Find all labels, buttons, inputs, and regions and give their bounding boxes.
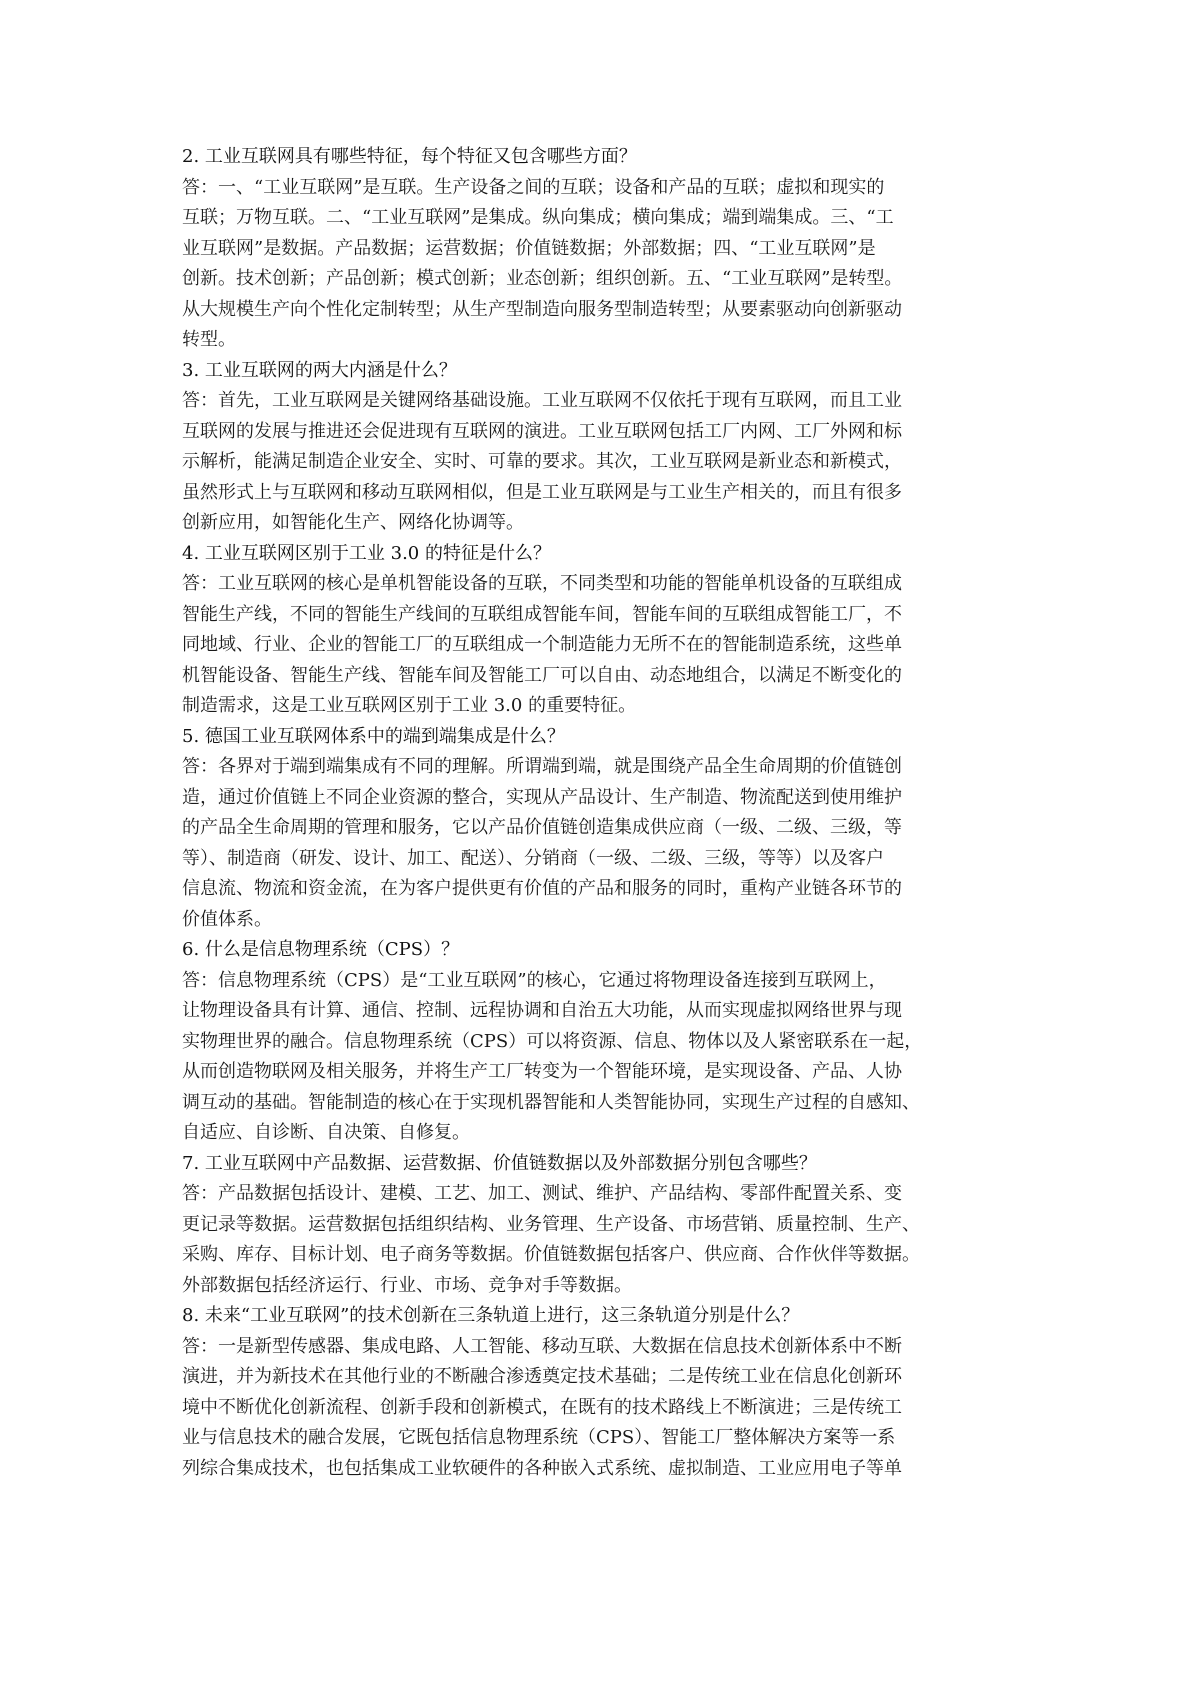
answer-line: 价值体系。: [182, 908, 272, 930]
answer-line: 创新。技术创新；产品创新；模式创新；业态创新；组织创新。五、“工业互联网”是转型。: [182, 268, 903, 289]
question-line: 4. 工业互联网区别于工业 3.0 的特征是什么？: [182, 542, 551, 564]
answer-line: 答：信息物理系统（CPS）是“工业互联网”的核心，它通过将物理设备连接到互联网上，: [182, 969, 887, 991]
question-line: 8. 未来“工业互联网”的技术创新在三条轨道上进行，这三条轨道分别是什么？: [182, 1305, 800, 1326]
answer-line: 业互联网”是数据。产品数据；运营数据；价值链数据；外部数据；四、“工业互联网”是: [182, 237, 876, 259]
answer-line: 列综合集成技术，也包括集成工业软硬件的各种嵌入式系统、虚拟制造、工业应用电子等单: [182, 1457, 902, 1479]
answer-line: 让物理设备具有计算、通信、控制、远程协调和自治五大功能，从而实现虚拟网络世界与现: [182, 1000, 902, 1021]
answer-line: 业与信息技术的融合发展，它既包括信息物理系统（CPS）、智能工厂整体解决方案等一系: [182, 1427, 896, 1448]
answer-line: 互联网的发展与推进还会促进现有互联网的演进。工业互联网包括工厂内网、工厂外网和标: [182, 420, 902, 442]
answer-line: 转型。: [182, 329, 236, 350]
answer-line: 从大规模生产向个性化定制转型；从生产型制造向服务型制造转型；从要素驱动向创新驱动: [182, 298, 902, 320]
answer-line: 示解析，能满足制造企业安全、实时、可靠的要求。其次，工业互联网是新业态和新模式，: [182, 451, 902, 472]
answer-line: 等）、制造商（研发、设计、加工、配送）、分销商（一级、二级、三级，等等）以及客户: [182, 847, 884, 869]
answer-line: 同地域、行业、企业的智能工厂的互联组成一个制造能力无所不在的智能制造系统，这些单: [182, 634, 902, 655]
document-page: [182, 142, 1020, 1484]
answer-line: 演进，并为新技术在其他行业的不断融合渗透奠定技术基础；二是传统工业在信息化创新环: [182, 1366, 902, 1387]
answer-line: 外部数据包括经济运行、行业、市场、竞争对手等数据。: [182, 1274, 632, 1296]
answer-line: 互联；万物互联。二、“工业互联网”是集成。纵向集成；横向集成；端到端集成。三、“工: [182, 207, 894, 228]
answer-line: 的产品全生命周期的管理和服务，它以产品价值链创造集成供应商（一级、二级、三级，等: [182, 817, 902, 838]
answer-line: 境中不断优化创新流程、创新手段和创新模式，在既有的技术路线上不断演进；三是传统工: [182, 1396, 902, 1418]
question-line: 6. 什么是信息物理系统（CPS）？: [182, 939, 460, 960]
answer-line: 自适应、自诊断、自决策、自修复。: [182, 1122, 470, 1143]
question-line: 3. 工业互联网的两大内涵是什么？: [182, 359, 457, 381]
answer-line: 造，通过价值链上不同企业资源的整合，实现从产品设计、生产制造、物流配送到使用维护: [182, 786, 902, 808]
answer-line: 调互动的基础。智能制造的核心在于实现机器智能和人类智能协同，实现生产过程的自感知、: [182, 1091, 920, 1113]
answer-line: 实物理世界的融合。信息物理系统（CPS）可以将资源、信息、物体以及人紧密联系在一起，: [182, 1030, 923, 1052]
question-line: 7. 工业互联网中产品数据、运营数据、价值链数据以及外部数据分别包含哪些？: [182, 1152, 817, 1174]
answer-line: 答：首先，工业互联网是关键网络基础设施。工业互联网不仅依托于现有互联网，而且工业: [182, 390, 902, 411]
answer-line: 更记录等数据。运营数据包括组织结构、业务管理、生产设备、市场营销、质量控制、生产、: [182, 1213, 920, 1235]
answer-line: 答：各界对于端到端集成有不同的理解。所谓端到端，就是围绕产品全生命周期的价值链创: [182, 756, 902, 777]
question-line: 5. 德国工业互联网体系中的端到端集成是什么？: [182, 725, 565, 747]
answer-line: 机智能设备、智能生产线、智能车间及智能工厂可以自由、动态地组合，以满足不断变化的: [182, 664, 902, 686]
answer-line: 采购、库存、目标计划、电子商务等数据。价值链数据包括客户、供应商、合作伙伴等数据。: [182, 1244, 920, 1265]
answer-line: 智能生产线，不同的智能生产线间的互联组成智能车间，智能车间的互联组成智能工厂，不: [182, 603, 902, 625]
question-line: 2. 工业互联网具有哪些特征，每个特征又包含哪些方面？: [182, 146, 637, 167]
answer-line: 信息流、物流和资金流，在为客户提供更有价值的产品和服务的同时，重构产业链各环节的: [182, 878, 902, 899]
answer-line: 答：一、“工业互联网”是互联。生产设备之间的互联；设备和产品的互联；虚拟和现实的: [182, 176, 885, 198]
answer-line: 从而创造物联网及相关服务，并将生产工厂转变为一个智能环境，是实现设备、产品、人协: [182, 1061, 902, 1082]
answer-line: 虽然形式上与互联网和移动互联网相似，但是工业互联网是与工业生产相关的，而且有很多: [182, 481, 902, 503]
answer-line: 答：产品数据包括设计、建模、工艺、加工、测试、维护、产品结构、零部件配置关系、变: [182, 1183, 902, 1204]
answer-line: 答：工业互联网的核心是单机智能设备的互联，不同类型和功能的智能单机设备的互联组成: [182, 573, 902, 594]
answer-line: 创新应用，如智能化生产、网络化协调等。: [182, 512, 524, 533]
answer-line: 答：一是新型传感器、集成电路、人工智能、移动互联、大数据在信息技术创新体系中不断: [182, 1335, 902, 1357]
answer-line: 制造需求，这是工业互联网区别于工业 3.0 的重要特征。: [182, 695, 637, 716]
